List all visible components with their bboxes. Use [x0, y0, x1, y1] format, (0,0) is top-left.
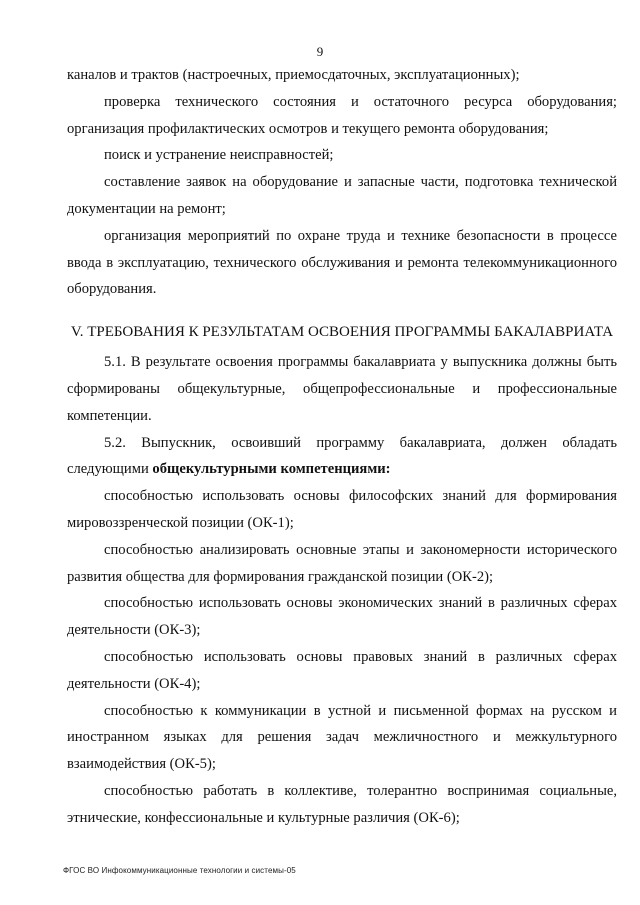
competency-ok-1: способностью использовать основы философских знаний для формирования мировоззренческой позиции (ОК-1); [67, 488, 617, 531]
competency-ok-2: способностью анализировать основные этапы и закономерности исторического развития общества для формирования гражданской позиции (ОК-2); [67, 541, 617, 585]
paragraph-5-1: 5.1. В результате освоения программы бакалавриата у выпускника должны быть сформированы общекультурные, общепрофессиональные и профессиональные компетенции. [67, 354, 617, 424]
document-body [67, 62, 617, 832]
paragraph-safety: организация мероприятий по охране труда и технике безопасности в процессе ввода в эксплуатацию, технического обслуживания и ремонта телекоммуникационного оборудования. [67, 227, 617, 298]
footer-standard-code: ФГОС ВО Инфокоммуникационные технологии и системы-05 [63, 866, 296, 875]
paragraph-channels: каналов и трактов (настроечных, приемосдаточных, эксплуатационных); [67, 67, 520, 83]
paragraph-5-2-text: 5.2. Выпускник, освоивший программу бакалавриата, должен обладать следующими [67, 434, 617, 478]
competency-ok-6: способностью работать в коллективе, толерантно воспринимая социальные, этнические, конфессиональные и культурные различия (ОК-6); [67, 782, 617, 826]
section-heading: V. ТРЕБОВАНИЯ К РЕЗУЛЬТАТАМ ОСВОЕНИЯ ПРОГРАММЫ БАКАЛАВРИАТА [70, 324, 614, 341]
general-cultural-competencies-label: общекультурными компетенциями: [152, 461, 391, 478]
competency-ok-5: способностью к коммуникации в устной и письменной формах на русском и иностранном языках для решения задач межличностного и межкультурного взаимодействия (ОК-5); [67, 702, 617, 773]
page-number: 9 [316, 44, 324, 59]
competency-ok-4: способностью использовать основы правовых знаний в различных сферах деятельности (ОК-4); [67, 648, 617, 692]
paragraph-equipment-requests: составление заявок на оборудование и запасные части, подготовка технической документации на ремонт; [67, 174, 617, 217]
competency-ok-3: способностью использовать основы экономических знаний в различных сферах деятельности (ОК-3); [67, 595, 617, 639]
paragraph-troubleshooting: поиск и устранение неисправностей; [104, 147, 334, 164]
paragraph-inspection: проверка технического состояния и остаточного ресурса оборудования; организация профилактических осмотров и текущего ремонта оборудования; [67, 93, 617, 137]
paragraph-5-2 [67, 430, 617, 484]
